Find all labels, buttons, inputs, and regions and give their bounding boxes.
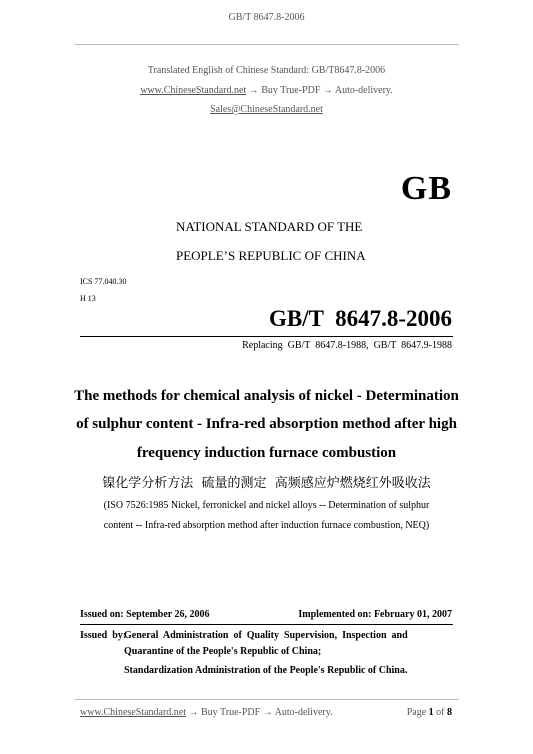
ccs-code: H 13 <box>80 294 96 303</box>
issued-by-line3: Standardization Administration of the People's Republic of China. <box>124 665 408 676</box>
iso-reference-line1: (ISO 7526:1985 Nickel, ferronickel and nickel alloys -- Determination of sulphur <box>103 500 430 511</box>
footer-promo-line <box>80 707 333 718</box>
replacing-line: Replacing GB/T 8647.8-1988, GB/T 8647.9-1988 <box>242 340 452 351</box>
translated-line: Translated English of Chinese Standard: GB/T8647.8-2006 <box>147 65 386 76</box>
footer-divider <box>75 699 459 700</box>
chinese-title: 镍化学分析方法 硫量的测定 高频感应炉燃烧红外吸收法 <box>102 476 431 491</box>
national-standard-line1: NATIONAL STANDARD OF THE <box>176 219 363 234</box>
issued-by-label: Issued by: <box>80 630 127 641</box>
dates-divider <box>80 624 453 625</box>
page-total: 8 <box>447 707 452 718</box>
national-standard-line2: PEOPLE’S REPUBLIC OF CHINA <box>176 248 366 263</box>
running-title: GB/T 8647.8-2006 <box>228 12 305 23</box>
header-buy-text: → Buy True-PDF → Auto-delivery. <box>246 85 393 96</box>
issued-by-line2: Quarantine of the People's Republic of China; <box>124 646 322 657</box>
implemented-on-date: Implemented on: February 01, 2007 <box>298 609 452 620</box>
title-line-1: The methods for chemical analysis of nickel - Determination <box>74 388 459 404</box>
standard-number-divider <box>80 336 453 337</box>
sales-email-link[interactable]: Sales@ChineseStandard.net <box>210 104 323 115</box>
footer-buy-text: → Buy True-PDF → Auto-delivery. <box>186 707 333 718</box>
issued-by-line1: General Administration of Quality Supervision, Inspection and <box>124 630 408 641</box>
gb-mark: GB <box>400 170 452 207</box>
ics-code: ICS 77.040.30 <box>80 277 127 286</box>
title-line-2: of sulphur content - Infra-red absorption method after high <box>76 416 457 432</box>
header-promo-line <box>0 85 533 96</box>
header-email-line <box>0 104 533 115</box>
issued-on-date: Issued on: September 26, 2006 <box>80 609 210 620</box>
page-indicator <box>407 707 452 718</box>
page-of-label: of <box>436 707 445 718</box>
standard-number: GB/T 8647.8-2006 <box>269 306 452 331</box>
page-current: 1 <box>428 707 434 718</box>
footer-site-link[interactable]: www.ChineseStandard.net <box>80 707 186 718</box>
title-line-3: frequency induction furnace combustion <box>136 445 397 461</box>
iso-reference-line2: content -- Infra-red absorption method after induction furnace combustion, NEQ) <box>103 520 430 531</box>
header-divider <box>75 44 459 45</box>
page-label: Page <box>406 707 427 718</box>
header-site-link[interactable]: www.ChineseStandard.net <box>140 85 247 96</box>
